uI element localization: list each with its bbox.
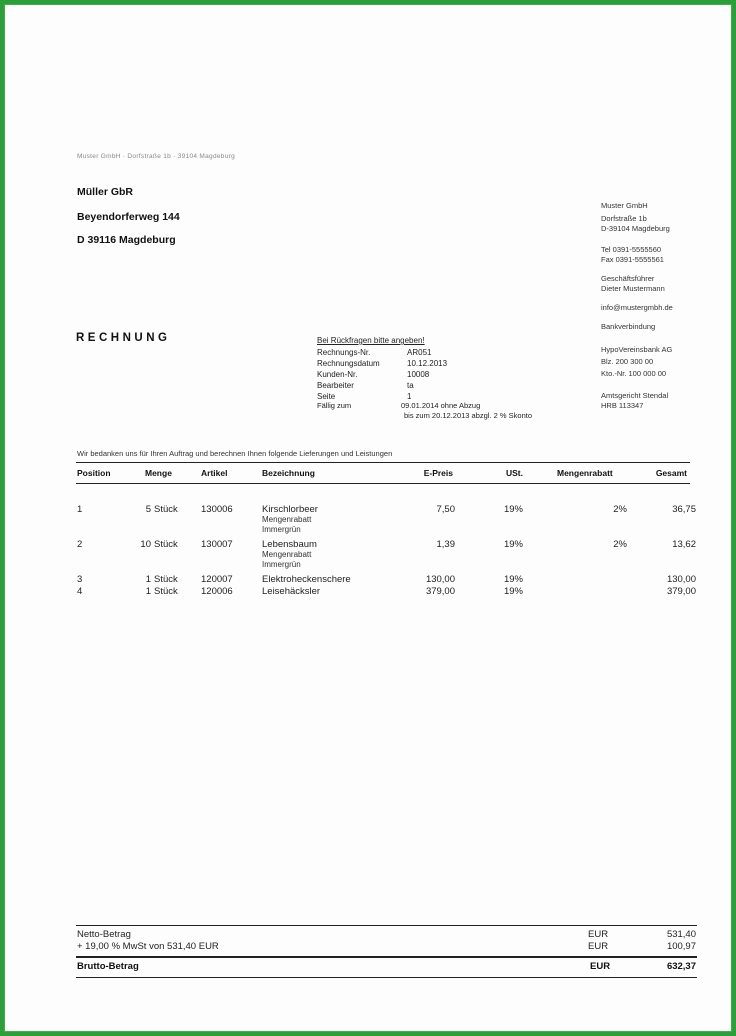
item-description: Kirschlorbeer (262, 504, 318, 515)
item-total: 36,75 (672, 504, 696, 515)
company-street: Dorfstraße 1b (601, 214, 647, 223)
item-article: 130006 (201, 504, 233, 515)
item-unit-price: 1,39 (436, 539, 455, 550)
netto-label: Netto-Betrag (77, 929, 131, 940)
company-city: D-39104 Magdeburg (601, 224, 670, 233)
col-position: Position (77, 468, 111, 478)
info-label: Seite (317, 392, 336, 401)
info-value: 1 (407, 392, 412, 401)
item-quantity: 10 (140, 539, 151, 550)
company-blz: Blz. 200 300 00 (601, 357, 654, 366)
col-artikel: Artikel (201, 468, 228, 478)
item-total: 379,00 (666, 586, 696, 597)
item-unit: Stück (154, 504, 178, 515)
item-discount: 2% (613, 539, 627, 550)
vat-value: 100,97 (666, 941, 696, 952)
recipient-name: Müller GbR (77, 186, 134, 198)
info-value: ta (407, 381, 414, 390)
item-unit-price: 379,00 (425, 586, 455, 597)
item-description: Lebensbaum (262, 539, 317, 550)
brutto-label: Brutto-Betrag (77, 961, 139, 972)
table-top-rule (76, 462, 690, 463)
item-quantity: 1 (145, 586, 151, 597)
due-line1: 09.01.2014 ohne Abzug (401, 401, 481, 410)
item-subline: Immergrün (262, 525, 301, 534)
item-subline: Mengenrabatt (262, 515, 312, 524)
vat-currency: EUR (588, 941, 609, 952)
totals-top-rule (76, 925, 697, 926)
col-epreis: E-Preis (423, 468, 453, 478)
recipient-street: Beyendorferweg 144 (77, 211, 180, 223)
col-bezeichnung: Bezeichnung (262, 468, 315, 478)
due-line2: bis zum 20.12.2013 abzgl. 2 % Skonto (404, 411, 532, 420)
item-position: 4 (77, 586, 83, 597)
item-description: Elektroheckenschere (262, 574, 351, 585)
info-header: Bei Rückfragen bitte angeben! (317, 336, 425, 345)
brutto-currency: EUR (590, 961, 611, 972)
company-tel: Tel 0391-5555560 (601, 245, 662, 254)
item-unit: Stück (154, 586, 178, 597)
item-description: Leisehäcksler (262, 586, 321, 597)
item-discount: 2% (613, 504, 627, 515)
item-vat: 19% (503, 574, 523, 585)
col-menge: Menge (145, 468, 172, 478)
info-label: Kunden-Nr. (317, 370, 358, 379)
table-header-rule (76, 483, 690, 484)
company-ceo: Dieter Mustermann (601, 284, 665, 293)
recipient-city: D 39116 Magdeburg (77, 234, 176, 246)
item-subline: Immergrün (262, 560, 301, 569)
company-fax: Fax 0391-5555561 (601, 255, 664, 264)
due-label: Fällig zum (317, 401, 352, 410)
company-court: Amtsgericht Stendal (601, 391, 669, 400)
item-position: 1 (77, 504, 83, 515)
totals-bottom-rule (76, 956, 697, 958)
item-vat: 19% (503, 586, 523, 597)
company-hrb: HRB 113347 (601, 401, 644, 410)
item-article: 130007 (201, 539, 233, 550)
company-kto: Kto.-Nr. 100 000 00 (601, 369, 667, 378)
item-total: 130,00 (666, 574, 696, 585)
netto-currency: EUR (588, 929, 609, 940)
intro-text: Wir bedanken uns für Ihren Auftrag und berechnen Ihnen folgende Lieferungen und Leistungen (77, 449, 393, 458)
item-total: 13,62 (672, 539, 696, 550)
info-label: Rechnungsdatum (317, 359, 380, 368)
totals-end-rule (76, 977, 697, 978)
info-value: 10.12.2013 (407, 359, 448, 368)
invoice-title: RECHNUNG (76, 332, 171, 344)
item-position: 2 (77, 539, 83, 550)
col-gesamt: Gesamt (655, 468, 687, 478)
col-rabatt: Mengenrabatt (557, 468, 613, 478)
info-value: AR051 (407, 348, 432, 357)
item-position: 3 (77, 574, 83, 585)
company-ceo-label: Geschäftsführer (601, 274, 655, 283)
item-vat: 19% (503, 504, 523, 515)
item-quantity: 1 (145, 574, 151, 585)
item-article: 120007 (201, 574, 233, 585)
company-name: Muster GmbH (601, 201, 648, 210)
item-article: 120006 (201, 586, 233, 597)
netto-value: 531,40 (666, 929, 696, 940)
item-unit: Stück (154, 574, 178, 585)
brutto-value: 632,37 (666, 961, 696, 972)
info-value: 10008 (407, 370, 430, 379)
sender-line: Muster GmbH · Dorfstraße 1b · 39104 Magdeburg (77, 153, 236, 160)
item-vat: 19% (503, 539, 523, 550)
company-bank: HypoVereinsbank AG (601, 345, 673, 354)
info-label: Bearbeiter (317, 381, 354, 390)
item-unit-price: 130,00 (425, 574, 455, 585)
invoice-page (4, 4, 732, 1032)
company-email: info@mustergmbh.de (601, 303, 673, 312)
vat-label: + 19,00 % MwSt von 531,40 EUR (77, 941, 219, 952)
info-label: Rechnungs-Nr. (317, 348, 371, 357)
item-quantity: 5 (145, 504, 151, 515)
item-subline: Mengenrabatt (262, 550, 312, 559)
item-unit: Stück (154, 539, 178, 550)
col-ust: USt. (506, 468, 523, 478)
item-unit-price: 7,50 (436, 504, 455, 515)
company-bank-label: Bankverbindung (601, 322, 656, 331)
